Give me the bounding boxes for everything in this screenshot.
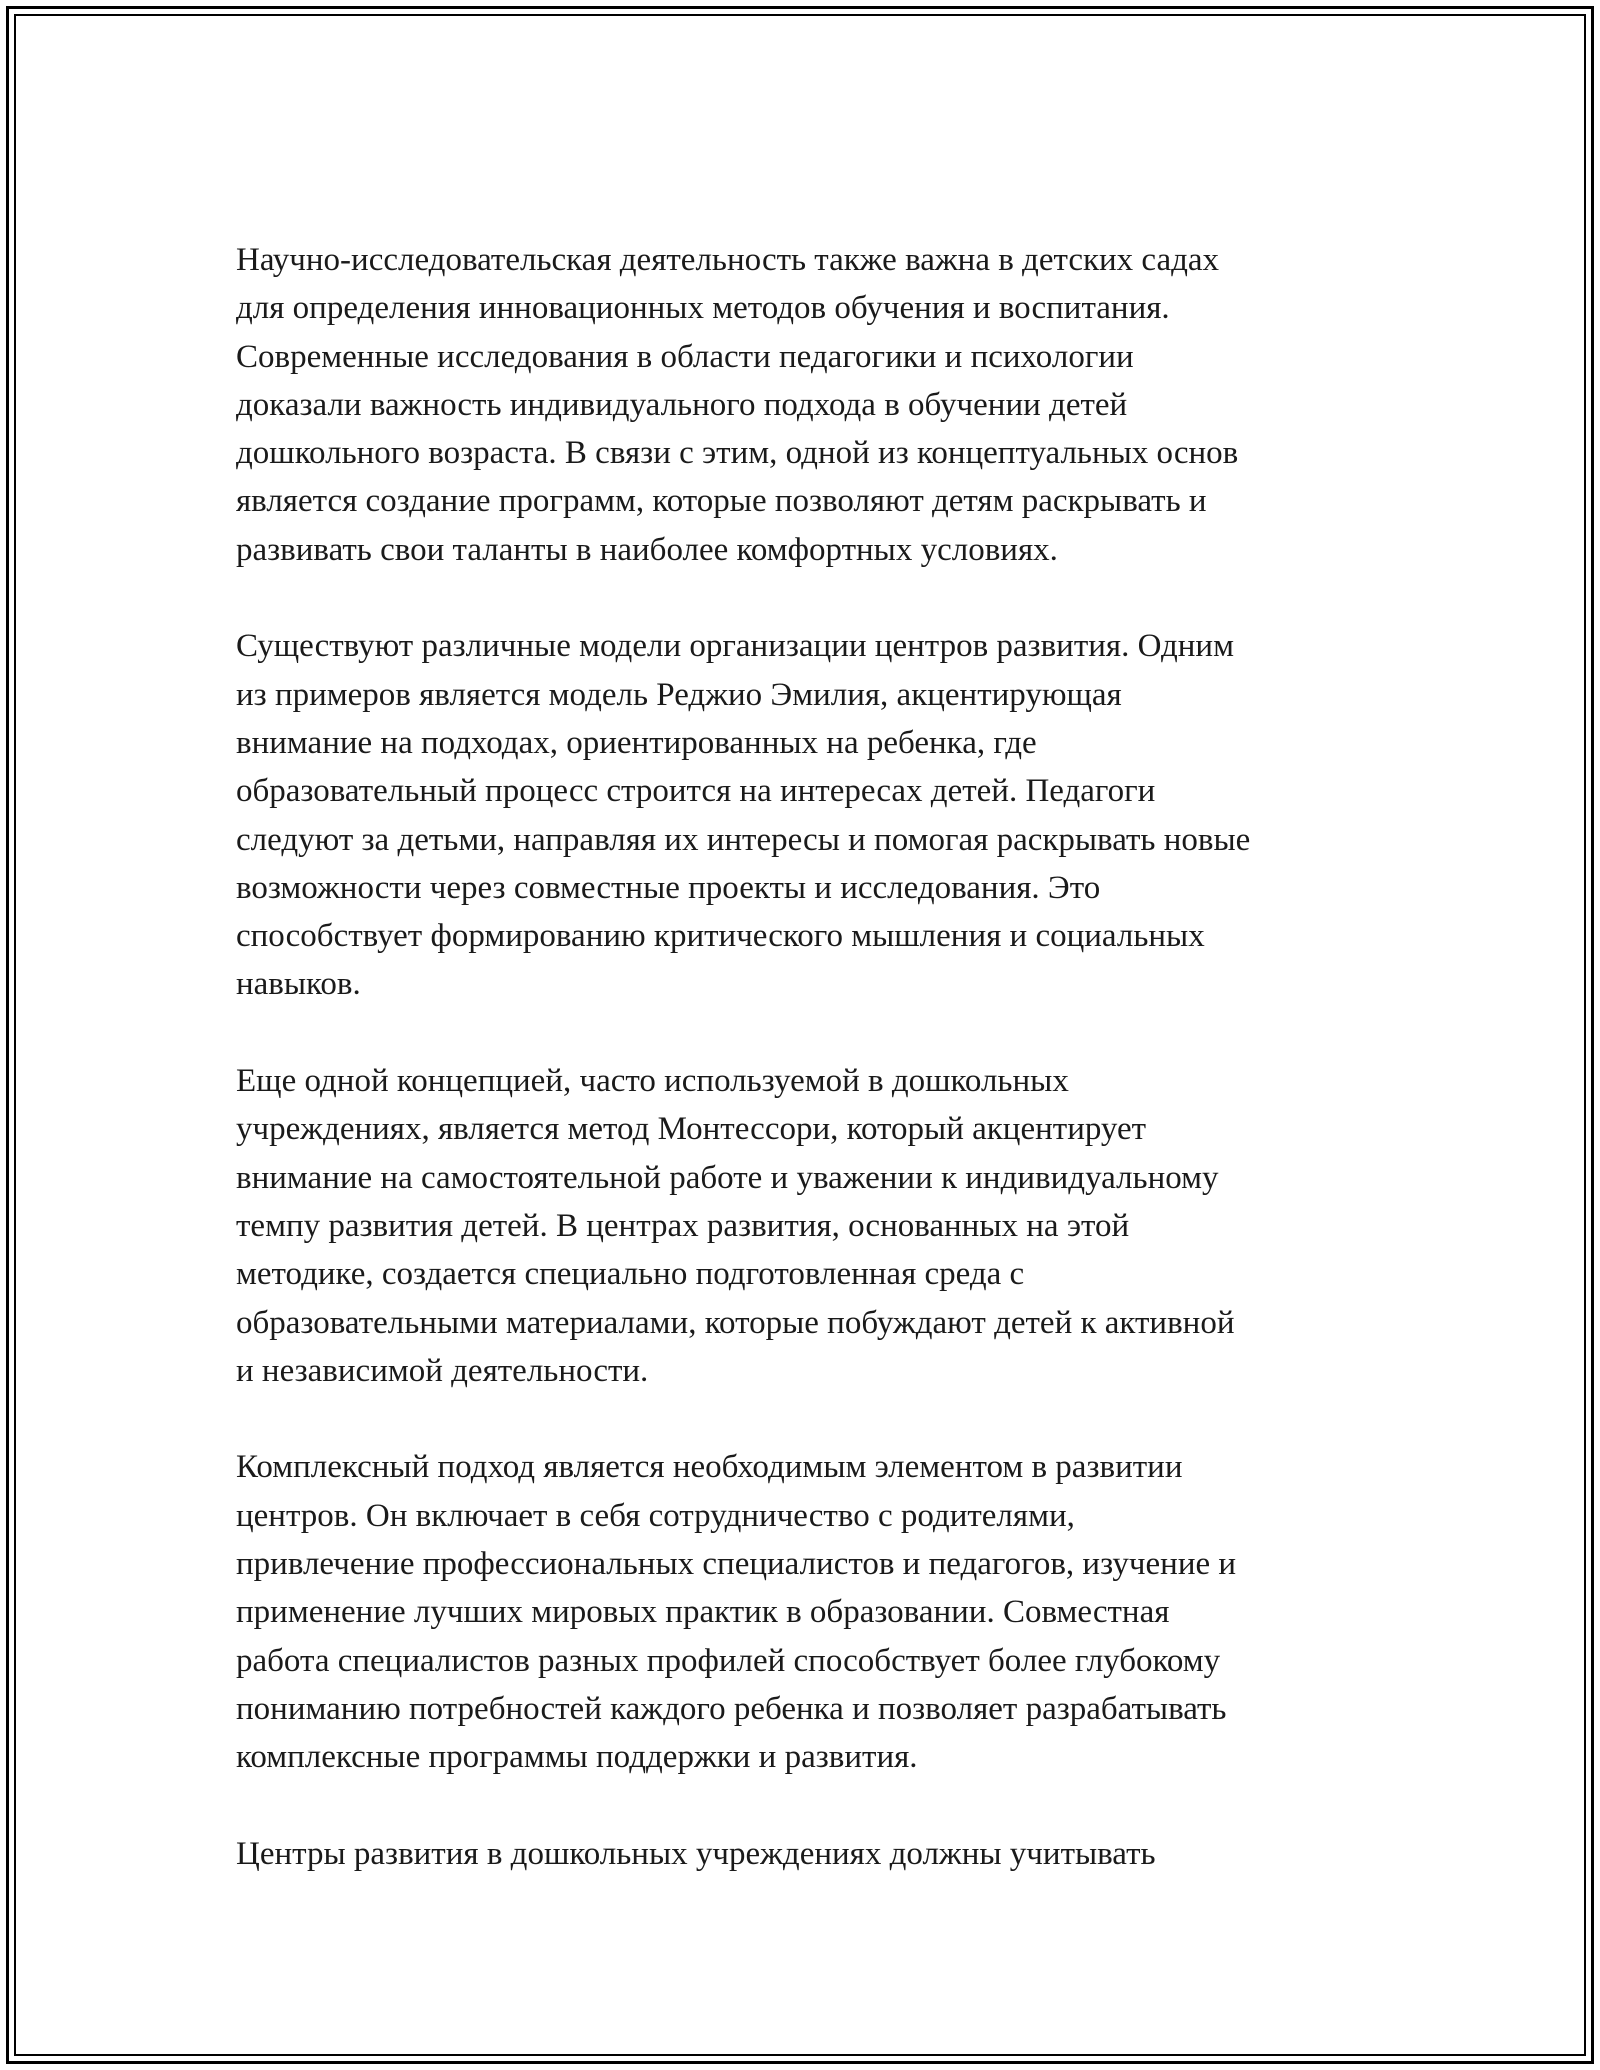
document-body <box>236 236 1416 1926</box>
paragraph-complex-approach: Комплексный подход является необходимым элементом в развитии центров. Он включает в себя сотрудничество с родителями, привлечение профессиональных специалистов и педагогов, изучение и применение лучших мировых практик в образовании. Совместная работа специалистов разных профилей способствует более глубокому пониманию потребностей каждого ребенка и позволяет разрабатывать комплексные программы поддержки и развития. <box>236 1449 1237 1776</box>
paragraph-montessori: Еще одной концепцией, часто используемой в дошкольных учреждениях, является метод Монтессори, который акцентирует внимание на самостоятельной работе и уважении к индивидуальному темпу развития детей. В центрах развития, основанных на этой методике, создается специально подготовленная среда с образовательными материалами, которые побуждают детей к активной и независимой деятельности. <box>236 1063 1235 1389</box>
paragraph-research: Научно-исследовательская деятельность также важна в детских садах для определения инновационных методов обучения и воспитания. Современные исследования в области педагогики и психологии доказали важность индивидуального подхода в обучении детей дошкольного возраста. В связи с этим, одной из концептуальных основ является создание программ, которые позволяют детям раскрывать и развивать свои таланты в наиболее комфортных условиях. <box>236 242 1239 568</box>
paragraph-development-centers: Центры развития в дошкольных учреждениях должны учитывать <box>236 1835 1156 1872</box>
paragraph-reggio-emilia: Существуют различные модели организации центров развития. Одним из примеров является модель Реджио Эмилия, акцентирующая внимание на подходах, ориентированных на ребенка, где образовательный процесс строится на интересах детей. Педагоги следуют за детьми, направляя их интересы и помогая раскрывать новые возможности через совместные проекты и исследования. Это способствует формированию критического мышления и социальных навыков. <box>236 628 1251 1003</box>
